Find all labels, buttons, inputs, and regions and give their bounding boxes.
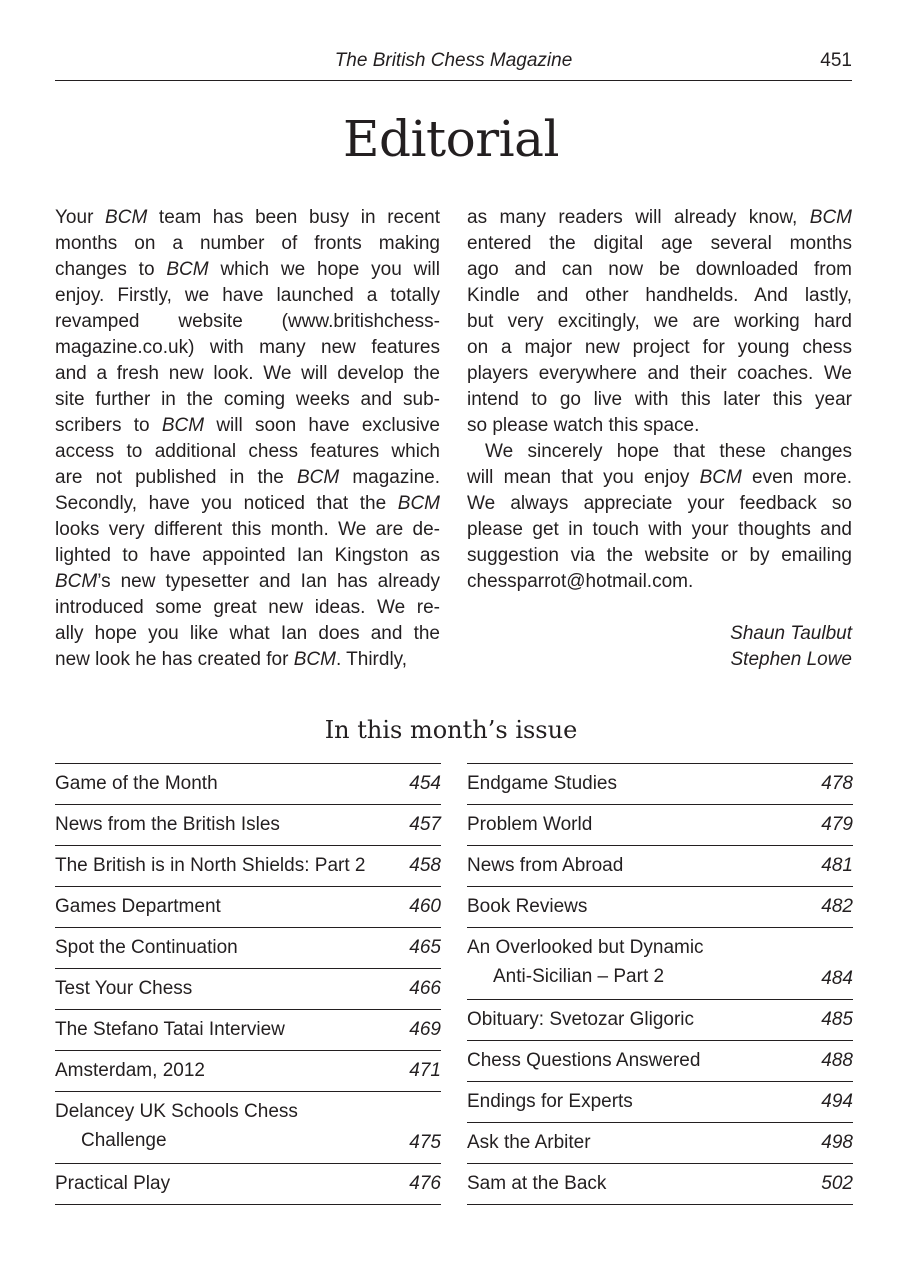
contents-row — [467, 764, 853, 805]
text-segment: scribers to — [55, 415, 162, 436]
text-line — [467, 439, 852, 465]
text-segment: months on a number of fronts making — [55, 233, 440, 254]
running-title: The British Chess Magazine — [334, 50, 573, 71]
contents-page: 460 — [409, 896, 441, 917]
text-segment: site further in the coming weeks and sub- — [55, 389, 440, 410]
text-segment: on a major new project for young chess — [467, 337, 852, 358]
text-line — [55, 621, 440, 647]
text-segment: even more. — [741, 467, 852, 488]
contents-row — [55, 928, 441, 969]
contents-row — [467, 1041, 853, 1082]
text-segment: ally hope you like what Ian does and the — [55, 623, 440, 644]
contents-page: 488 — [821, 1050, 853, 1071]
running-header — [55, 48, 852, 81]
contents-page: 475 — [409, 1132, 441, 1153]
text-segment: players everywhere and their coaches. We — [467, 363, 852, 384]
contents-title: Book Reviews — [467, 896, 588, 917]
text-line — [467, 257, 852, 283]
text-line — [467, 361, 852, 387]
text-segment: are not published in the — [55, 467, 297, 488]
text-segment: magazine. — [339, 467, 440, 488]
page-number: 451 — [820, 50, 852, 71]
text-segment: . Thirdly, — [335, 649, 408, 670]
text-segment: intend to go live with this later this year — [467, 389, 852, 410]
italic-title: BCM — [55, 571, 98, 592]
contents-title: Practical Play — [55, 1173, 171, 1194]
contents-title: Sam at the Back — [467, 1173, 607, 1194]
text-segment: suggestion via the website or by emailing — [467, 545, 852, 566]
contents-row — [55, 1164, 441, 1205]
signature: Shaun Taulbut — [730, 623, 852, 644]
issue-heading: In this month’s issue — [324, 716, 578, 744]
italic-title: BCM — [105, 207, 148, 228]
text-line — [467, 491, 852, 517]
contents-row — [55, 1010, 441, 1051]
italic-title: BCM — [293, 649, 336, 670]
contents-title: The British is in North Shields: Part 2 — [55, 855, 366, 876]
text-segment: and a fresh new look. We will develop the — [55, 363, 440, 384]
text-segment: We always appreciate your feedback so — [467, 493, 852, 514]
italic-title: BCM — [166, 259, 209, 280]
text-segment: Kindle and other handhelds. And lastly, — [467, 285, 852, 306]
text-line — [55, 283, 440, 309]
contents-title: Problem World — [467, 814, 593, 835]
text-segment: entered the digital age several months — [467, 233, 852, 254]
italic-title: BCM — [809, 207, 852, 228]
contents-title: Endgame Studies — [467, 773, 617, 794]
text-segment: ’s new typesetter and Ian has already — [97, 571, 440, 592]
text-segment: magazine.co.uk) with many new features — [55, 337, 440, 358]
contents-row — [467, 1000, 853, 1041]
contents-title: Amsterdam, 2012 — [55, 1060, 205, 1081]
contents-page: 498 — [821, 1132, 853, 1153]
text-segment: introduced some great new ideas. We re- — [55, 597, 440, 618]
contents-title: Test Your Chess — [55, 978, 193, 999]
contents-page: 481 — [821, 855, 853, 876]
text-segment: will soon have exclusive — [204, 415, 441, 436]
text-segment: revamped website (www.britishchess- — [55, 311, 440, 332]
contents-page: 454 — [409, 773, 441, 794]
contents-row — [467, 887, 853, 928]
contents-title: Obituary: Svetozar Gligoric — [467, 1009, 695, 1030]
text-segment: please get in touch with your thoughts and — [467, 519, 852, 540]
contents-page: 476 — [409, 1173, 441, 1194]
text-line — [467, 543, 852, 569]
page-title: Editorial — [343, 110, 559, 168]
contents-row — [55, 969, 441, 1010]
text-line — [467, 231, 852, 257]
text-line — [55, 257, 440, 283]
spacer — [467, 595, 852, 621]
contents-row — [467, 1082, 853, 1123]
text-segment: new look he has created for — [55, 649, 294, 670]
contents-page: 465 — [409, 937, 441, 958]
contents-page: 482 — [821, 896, 853, 917]
text-line — [55, 439, 440, 465]
italic-title: BCM — [397, 493, 440, 514]
text-line — [55, 205, 440, 231]
text-line — [55, 595, 440, 621]
contents-page: 484 — [821, 968, 853, 989]
contents-right — [467, 763, 853, 1205]
contents-page: 478 — [821, 773, 853, 794]
text-segment: enjoy. Firstly, we have launched a totally — [55, 285, 440, 306]
text-segment: lighted to have appointed Ian Kingston as — [55, 545, 440, 566]
text-segment: chessparrot@hotmail.com. — [467, 571, 694, 592]
contents-row — [467, 805, 853, 846]
contents-title: Ask the Arbiter — [467, 1132, 591, 1153]
text-line — [55, 361, 440, 387]
text-line — [55, 309, 440, 335]
contents-row — [467, 928, 853, 1000]
text-line — [55, 517, 440, 543]
editorial-left-column — [55, 205, 440, 673]
contents-row — [467, 1123, 853, 1164]
text-segment: will mean that you enjoy — [467, 467, 700, 488]
contents-page: 479 — [821, 814, 853, 835]
text-line — [467, 413, 852, 439]
contents-title: News from the British Isles — [55, 814, 280, 835]
text-line — [467, 517, 852, 543]
italic-title: BCM — [699, 467, 742, 488]
contents-page: 471 — [409, 1060, 441, 1081]
contents-row — [55, 887, 441, 928]
signature: Stephen Lowe — [730, 649, 852, 670]
contents-page: 469 — [409, 1019, 441, 1040]
text-segment: Secondly, have you noticed that the — [55, 493, 398, 514]
contents-page: 502 — [821, 1173, 853, 1194]
contents-left — [55, 763, 441, 1205]
contents-row — [467, 1164, 853, 1205]
text-segment: as many readers will already know, — [467, 207, 810, 228]
contents-title: Game of the Month — [55, 773, 218, 794]
text-segment: so please watch this space. — [467, 415, 700, 436]
text-line — [55, 413, 440, 439]
contents-title-continued: Anti-Sicilian – Part 2 — [493, 966, 665, 987]
text-segment: team has been busy in recent — [147, 207, 441, 228]
text-line — [467, 335, 852, 361]
text-segment: changes to — [55, 259, 167, 280]
contents-row — [55, 1051, 441, 1092]
contents-page: 458 — [409, 855, 441, 876]
text-line — [55, 647, 440, 673]
text-line — [55, 231, 440, 257]
contents-title: Chess Questions Answered — [467, 1050, 701, 1071]
text-segment: which we hope you will — [208, 259, 440, 280]
contents-row — [55, 805, 441, 846]
contents-title: The Stefano Tatai Interview — [55, 1019, 285, 1040]
contents-row — [55, 846, 441, 887]
text-line — [55, 335, 440, 361]
text-segment: We sincerely hope that these changes — [485, 441, 852, 462]
text-line — [55, 569, 440, 595]
text-line — [467, 309, 852, 335]
text-segment: Your — [55, 207, 106, 228]
contents-page: 457 — [409, 814, 441, 835]
text-line — [55, 543, 440, 569]
italic-title: BCM — [161, 415, 205, 436]
text-segment: looks very different this month. We are de- — [55, 519, 440, 540]
editorial-right-column — [467, 205, 852, 673]
text-line — [55, 491, 440, 517]
text-segment: but very excitingly, we are working hard — [467, 311, 852, 332]
contents-page: 466 — [409, 978, 441, 999]
text-line — [467, 387, 852, 413]
contents-page: 485 — [821, 1009, 853, 1030]
text-line — [55, 387, 440, 413]
contents-title: Endings for Experts — [467, 1091, 633, 1112]
text-segment: access to additional chess features which — [55, 441, 440, 462]
contents-row — [467, 846, 853, 887]
contents-row — [55, 764, 441, 805]
text-segment: ago and can now be downloaded from — [467, 259, 852, 280]
contents-title: Delancey UK Schools Chess — [55, 1101, 298, 1122]
text-line — [467, 283, 852, 309]
contents-page: 494 — [821, 1091, 853, 1112]
text-line — [467, 569, 852, 595]
contents-row — [55, 1092, 441, 1164]
italic-title: BCM — [296, 467, 340, 488]
contents-title: Spot the Continuation — [55, 937, 238, 958]
text-line — [467, 205, 852, 231]
text-line — [55, 465, 440, 491]
contents-title: Games Department — [55, 896, 221, 917]
contents-title: An Overlooked but Dynamic — [467, 937, 704, 958]
contents-title: News from Abroad — [467, 855, 624, 876]
text-line — [467, 465, 852, 491]
contents-title-continued: Challenge — [81, 1130, 167, 1151]
